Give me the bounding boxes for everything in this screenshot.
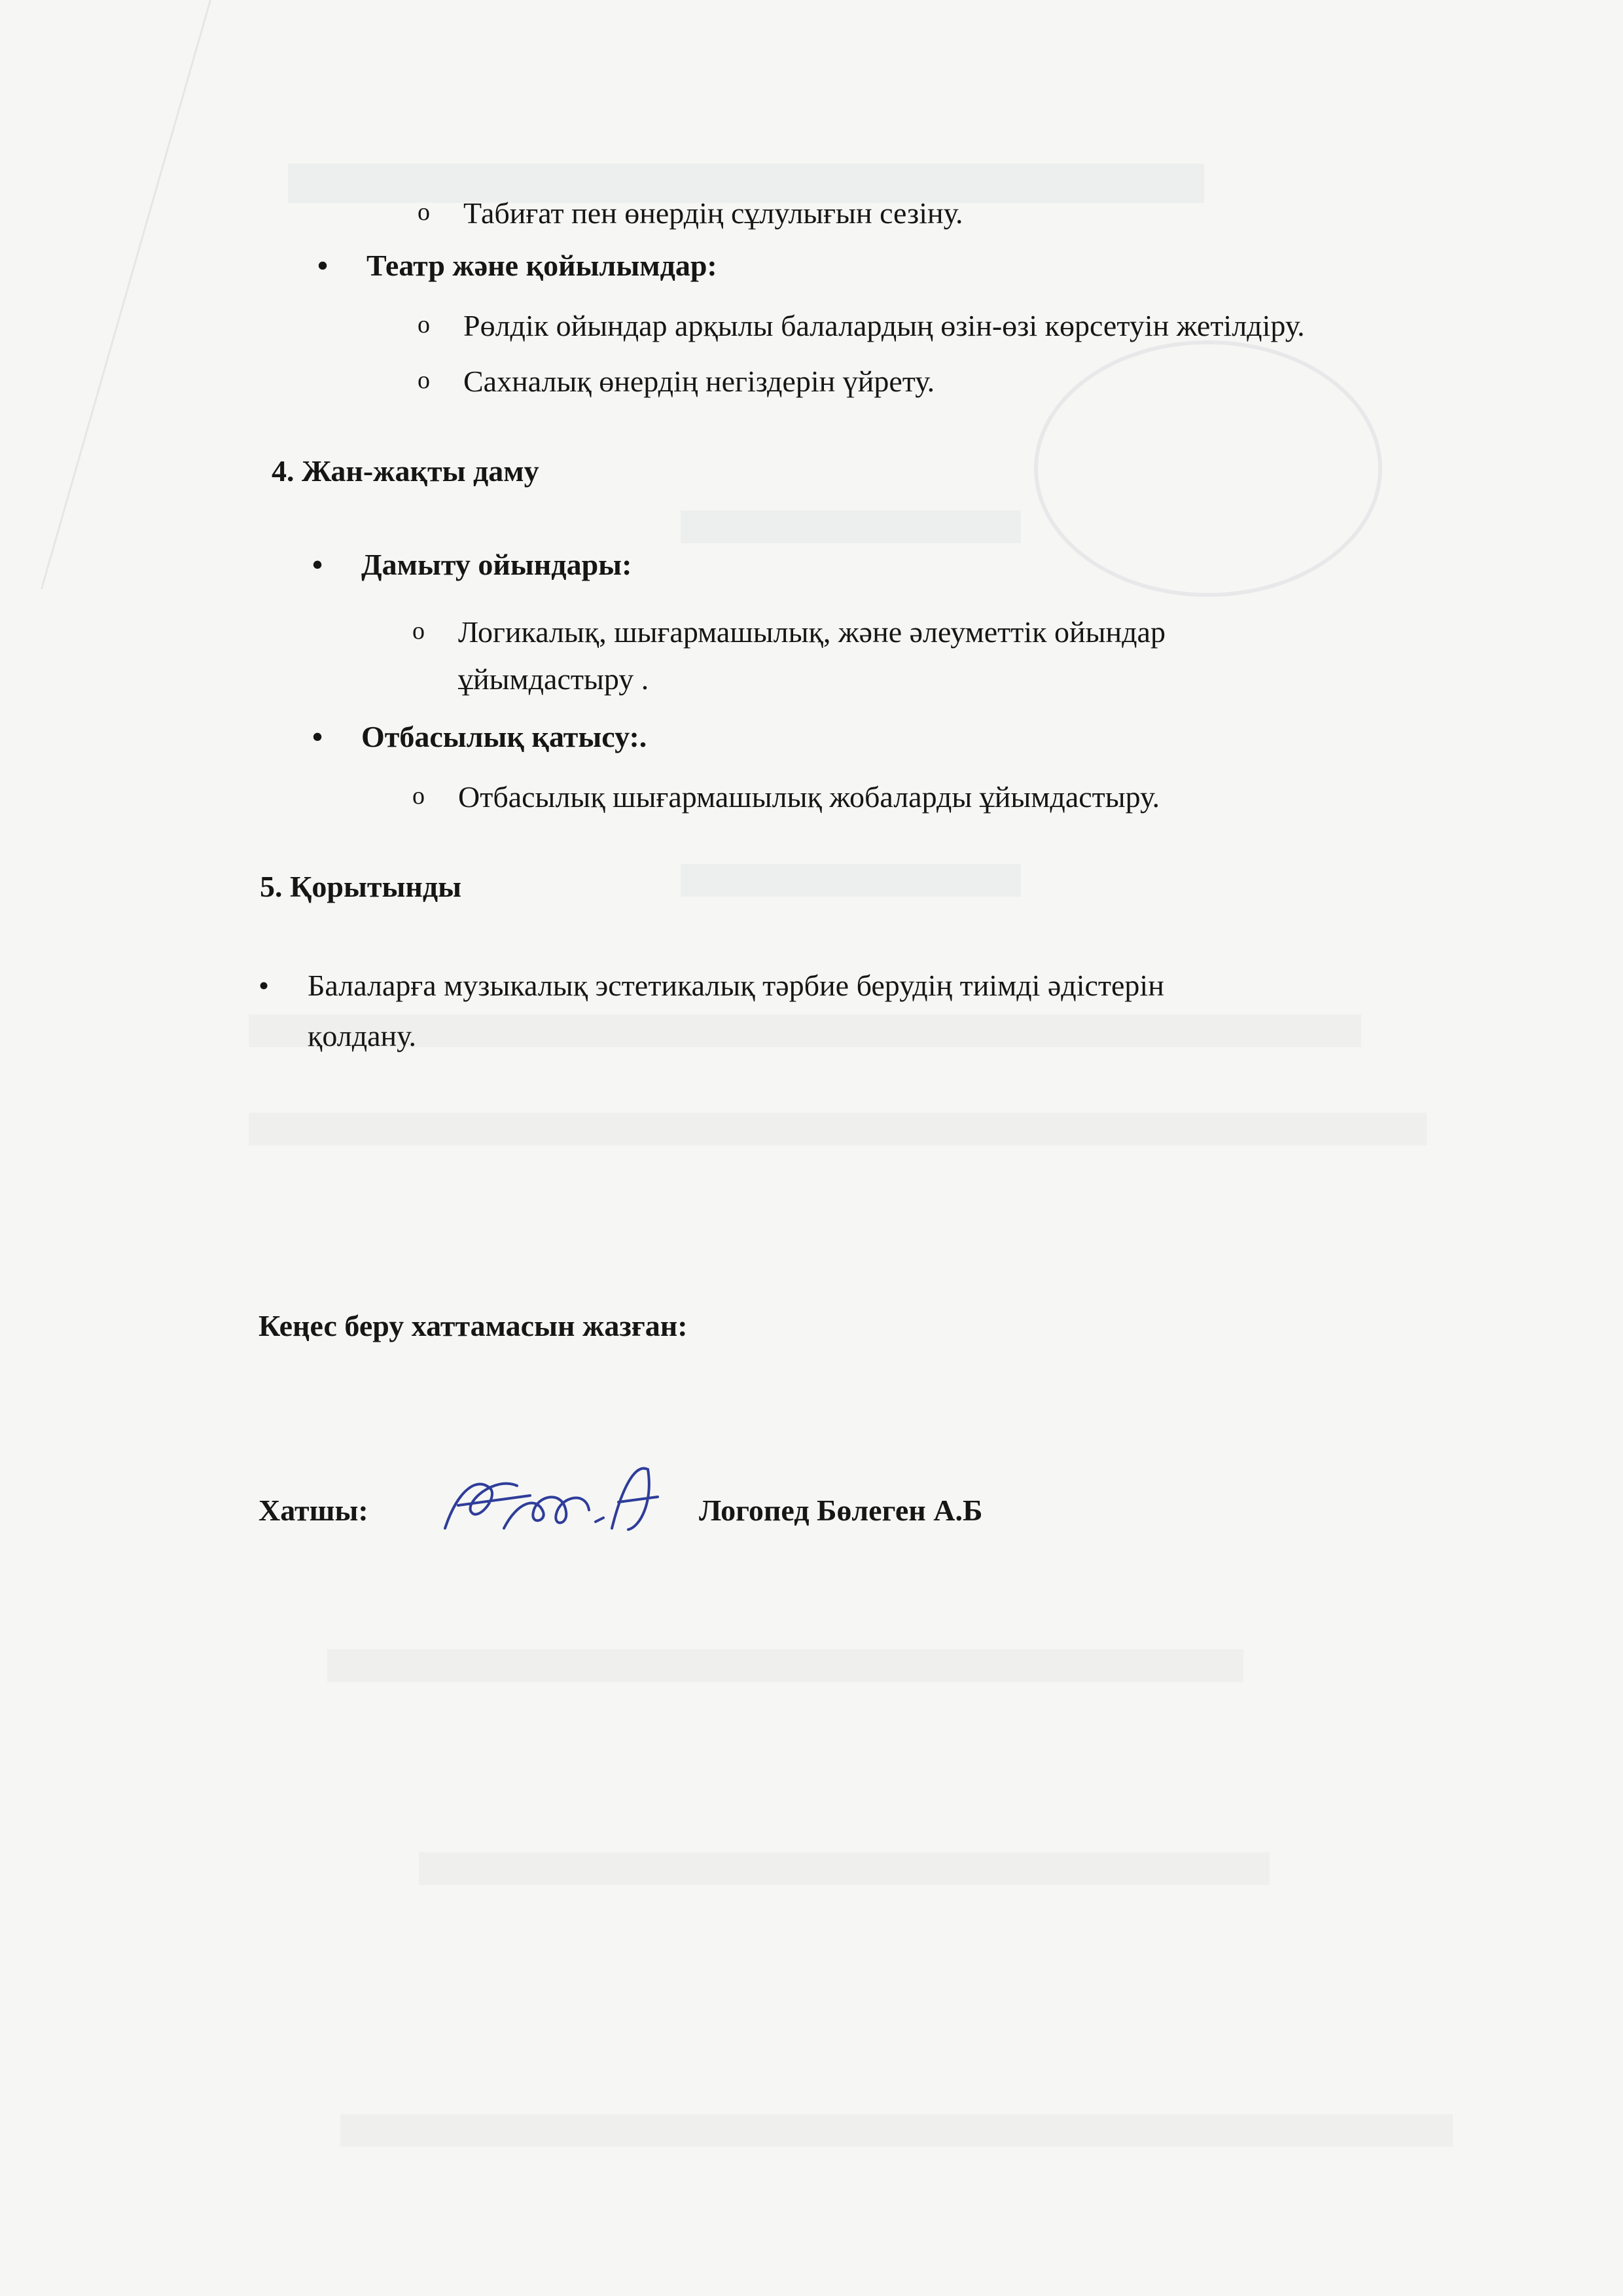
list-item-games-line1: o Логикалық, шығармашылық, және әлеуметтік ойындар xyxy=(458,614,1166,650)
list-item-family-projects: o Отбасылық шығармашылық жобаларды ұйымдастыру. xyxy=(458,779,1160,815)
list-item-stage-art: o Сахналық өнердің негіздерін үйрету. xyxy=(463,363,935,399)
section-4-title: 4. Жан-жақты даму xyxy=(272,454,539,488)
bleed-through-line xyxy=(327,1649,1243,1682)
bleed-through-seal xyxy=(1034,340,1382,597)
list-item-nature-beauty: o Табиғат пен өнердің сұлулығын сезіну. xyxy=(463,195,963,231)
conclusion-line1: • Балаларға музыкалық эстетикалық тәрбие берудің тиімді әдістерін xyxy=(308,967,1164,1003)
bleed-through-line xyxy=(681,511,1021,543)
secretary-name: Логопед Бөлеген А.Б xyxy=(699,1494,983,1527)
bleed-through-line xyxy=(249,1113,1427,1145)
bleed-through-line xyxy=(419,1852,1270,1885)
list-item-role-play: o Рөлдік ойындар арқылы балалардың өзін-өзі көрсетуін жетілдіру. xyxy=(463,308,1305,344)
section-5-title: 5. Қорытынды xyxy=(260,870,462,903)
list-item-games-line2: ұйымдастыру . xyxy=(458,662,649,696)
theatre-heading: • Театр және қойылымдар: xyxy=(366,247,717,283)
handwritten-signature xyxy=(432,1450,668,1561)
dev-games-heading: • Дамыту ойындары: xyxy=(361,547,632,583)
protocol-author-label: Кеңес беру хаттамасын жазған: xyxy=(259,1309,688,1342)
bleed-through-line xyxy=(681,864,1021,897)
conclusion-line2: қолдану. xyxy=(308,1019,417,1052)
scan-edge-artifact xyxy=(0,0,211,589)
family-heading: • Отбасылық қатысу:. xyxy=(361,719,647,755)
bleed-through-line xyxy=(340,2114,1453,2147)
secretary-label: Хатшы: xyxy=(259,1494,368,1527)
